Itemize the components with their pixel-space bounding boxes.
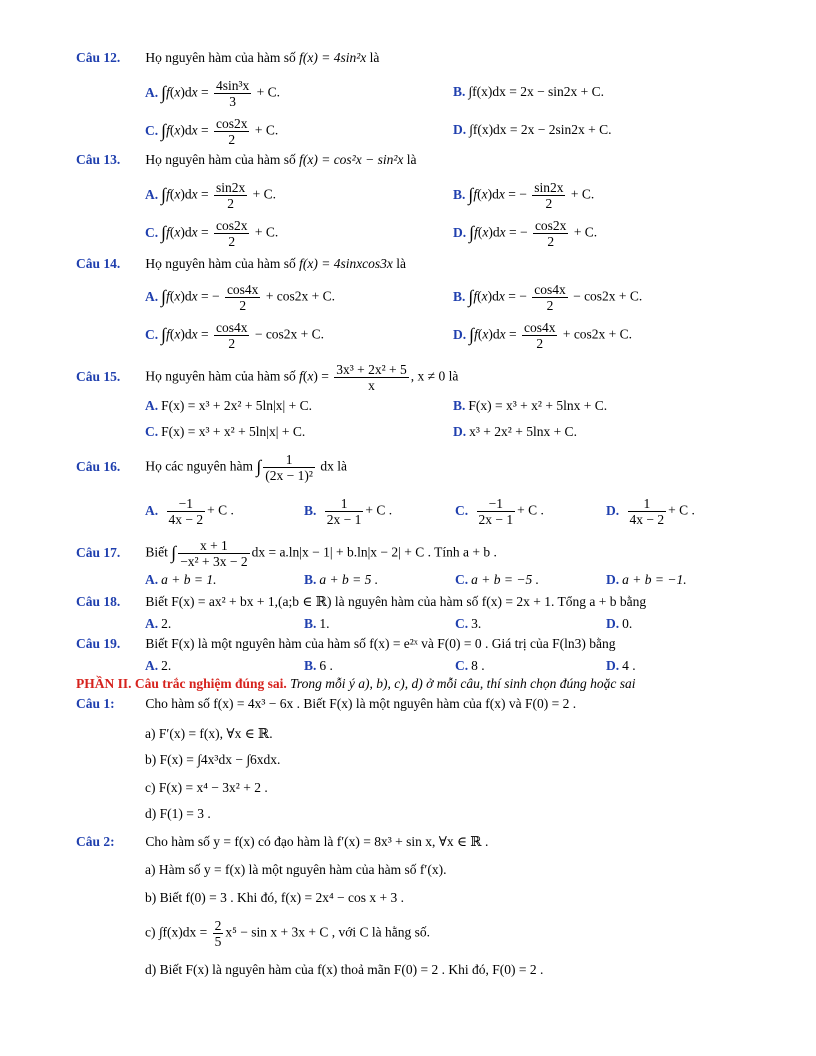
q19-option-d[interactable]: D. 4 . bbox=[606, 658, 636, 673]
q13-d-rest: + C. bbox=[573, 224, 598, 240]
question-17-fraction: $\frac{x + 1}{\text{−x² + 3x − 2}}$ bbox=[180, 538, 248, 569]
q18-option-d[interactable]: D. 0. bbox=[606, 616, 633, 631]
q15-option-d[interactable] bbox=[453, 424, 577, 440]
q15-option-b[interactable] bbox=[453, 398, 607, 414]
q18-option-a[interactable]: A. 2. bbox=[145, 616, 172, 631]
question-13-text: Họ nguyên hàm của hàm số bbox=[145, 152, 296, 167]
q13-option-d[interactable]: D. ∫f(x)dx = − $\frac{\cos 2x}{2}$ + C. bbox=[453, 218, 598, 249]
question-17-tail: dx = a.ln|x − 1| + b.ln|x − 2| + C . Tính a + b . bbox=[251, 544, 497, 560]
q14-a-fraction: $\frac{\cos 4x}{2}$ bbox=[226, 282, 259, 313]
q16-d-label: D. bbox=[606, 502, 620, 518]
q12-option-b[interactable] bbox=[453, 84, 604, 100]
question-15-number: Câu 15. bbox=[76, 368, 121, 384]
question-16: Câu 16. Họ các nguyên hàm ∫ $\frac{1}{\text{(2x − 1)²}}$ dx là bbox=[76, 452, 347, 483]
q12-a-rest: + C. bbox=[256, 84, 281, 100]
q13-option-c[interactable]: C. ∫f(x)dx = $\frac{\cos 2x}{2}$ + C. bbox=[145, 218, 279, 249]
q13-c-label: C. bbox=[145, 224, 159, 240]
q14-option-b[interactable]: B. ∫f(x)dx = − $\frac{\cos 4x}{2}$ − cos2x + C. bbox=[453, 282, 643, 313]
q16-option-a[interactable]: A. $\frac{-1}{4x - 2}$ + C . bbox=[145, 496, 234, 527]
tf-1-statement-b[interactable]: b) F(x) = ∫4x³dx − ∫6xdx. bbox=[145, 752, 281, 767]
q17-option-b[interactable]: B. a + b = 5 . bbox=[304, 572, 379, 587]
q12-c-fraction: $\frac{\cos 2x}{2}$ bbox=[215, 116, 248, 147]
question-14-text: Họ nguyên hàm của hàm số bbox=[145, 256, 296, 271]
question-19-number: Câu 19. bbox=[76, 636, 121, 651]
question-17-text: Biết bbox=[145, 544, 168, 560]
tf-question-1-text: Cho hàm số f(x) = 4x³ − 6x . Biết F(x) là một nguyên hàm của f(x) và F(0) = 2 . bbox=[145, 696, 577, 711]
tf-2-statement-c[interactable]: c) ∫f(x)dx = $\frac{2}{5}$ x⁵ − sin x + 3x + C , với C là hằng số. bbox=[145, 918, 430, 949]
q14-a-rest: + cos2x + C. bbox=[265, 288, 336, 304]
question-16-fraction: $\frac{1}{\text{(2x − 1)²}}$ bbox=[265, 452, 313, 483]
q14-option-c[interactable]: C. ∫f(x)dx = $\frac{\cos 4x}{2}$ − cos2x + C. bbox=[145, 320, 325, 351]
question-13-number: Câu 13. bbox=[76, 152, 121, 167]
question-18-text: Biết F(x) = ax² + bx + 1,(a;b ∈ ℝ) là nguyên hàm của hàm số f(x) = 2x + 1. Tổng a + b bằng bbox=[145, 594, 647, 609]
q13-a-rest: + C. bbox=[252, 186, 276, 202]
question-12-function: f(x) = 4sin²x bbox=[299, 50, 367, 65]
tf-1-statement-a[interactable]: a) F′(x) = f(x), ∀x ∈ ℝ. bbox=[145, 726, 273, 741]
tf-1-statement-c[interactable]: c) F(x) = x⁴ − 3x² + 2 . bbox=[145, 780, 268, 795]
question-12 bbox=[76, 50, 766, 66]
q17-option-c[interactable]: C. a + b = −5 . bbox=[455, 572, 539, 587]
q13-a-fraction: $\frac{\sin 2x}{2}$ bbox=[215, 180, 246, 211]
q13-b-label: B. bbox=[453, 186, 466, 202]
question-15-fraction: $\frac{\text{3x³ + 2x² + 5}}{x}$ bbox=[336, 362, 407, 393]
tf-question-2 bbox=[76, 834, 766, 850]
q14-c-label: C. bbox=[145, 326, 159, 342]
question-14 bbox=[76, 256, 766, 272]
q13-b-rest: + C. bbox=[570, 186, 595, 202]
q15-a-label: A. bbox=[145, 398, 159, 413]
q17-option-a[interactable]: A. a + b = 1. bbox=[145, 572, 217, 587]
part-2-title: PHẦN II. Câu trắc nghiệm đúng sai. bbox=[76, 676, 287, 691]
q12-d-text: ∫f(x)dx = 2x − 2sin2x + C. bbox=[469, 122, 612, 137]
question-13-tail: là bbox=[406, 152, 417, 167]
q14-b-label: B. bbox=[453, 288, 466, 304]
q12-option-d[interactable] bbox=[453, 122, 612, 138]
question-14-tail: là bbox=[396, 256, 407, 271]
q16-c-label: C. bbox=[455, 502, 469, 518]
q12-d-label: D. bbox=[453, 122, 467, 137]
q14-option-a[interactable]: A. ∫f(x)dx = − $\frac{\cos 4x}{2}$ + cos2x + C. bbox=[145, 282, 336, 313]
q16-option-b[interactable]: B. $\frac{1}{2x - 1}$ + C . bbox=[304, 496, 393, 527]
q12-option-c[interactable]: C. ∫f(x)dx = $\frac{\cos 2x}{2}$ + C. bbox=[145, 116, 279, 147]
q14-d-rest: + cos2x + C. bbox=[562, 326, 633, 342]
q16-a-label: A. bbox=[145, 502, 159, 518]
q15-d-label: D. bbox=[453, 424, 467, 439]
question-13-function: f(x) = cos²x − sin²x bbox=[299, 152, 404, 167]
question-15-text: Họ nguyên hàm của hàm số bbox=[145, 368, 296, 384]
q15-option-c[interactable] bbox=[145, 424, 305, 440]
q12-a-label: A. bbox=[145, 84, 159, 100]
q14-d-label: D. bbox=[453, 326, 467, 342]
question-17: Câu 17. Biết ∫ $\frac{x + 1}{\text{−x² + 3x − 2}}$ dx = a.ln|x − 1| + b.ln|x − 2| + C . Tính a + b . bbox=[76, 538, 497, 569]
q15-b-label: B. bbox=[453, 398, 466, 413]
question-14-function: f(x) = 4sinxcos3x bbox=[299, 256, 393, 271]
tf-question-2-number: Câu 2: bbox=[76, 834, 115, 849]
question-17-number: Câu 17. bbox=[76, 544, 121, 560]
question-13 bbox=[76, 152, 766, 168]
question-18 bbox=[76, 594, 766, 610]
question-14-number: Câu 14. bbox=[76, 256, 121, 271]
q13-option-b[interactable]: B. ∫f(x)dx = − $\frac{\sin 2x}{2}$ + C. bbox=[453, 180, 595, 211]
q15-c-label: C. bbox=[145, 424, 159, 439]
q12-c-label: C. bbox=[145, 122, 159, 138]
tf-question-2-text: Cho hàm số y = f(x) có đạo hàm là f′(x) = 8x³ + sin x, ∀x ∈ ℝ . bbox=[145, 834, 489, 849]
tf-question-1 bbox=[76, 696, 766, 712]
tf-2-statement-a[interactable]: a) Hàm số y = f(x) là một nguyên hàm của hàm số f′(x). bbox=[145, 862, 447, 877]
q15-option-a[interactable] bbox=[145, 398, 312, 414]
question-16-tail: dx là bbox=[320, 458, 347, 474]
question-12-number: Câu 12. bbox=[76, 50, 121, 65]
q17-option-d[interactable]: D. a + b = −1. bbox=[606, 572, 687, 587]
q13-d-fraction: $\frac{\cos 2x}{2}$ bbox=[534, 218, 567, 249]
q14-c-fraction: $\frac{\cos 4x}{2}$ bbox=[215, 320, 248, 351]
question-19-text: Biết F(x) là một nguyên hàm của hàm số f(x) = e²ˣ và F(0) = 0 . Giá trị của F(ln3) bằng bbox=[145, 636, 616, 651]
q19-option-a[interactable]: A. 2. bbox=[145, 658, 172, 673]
q18-option-c[interactable]: C. 3. bbox=[455, 616, 482, 631]
q13-option-a[interactable]: A. ∫f(x)dx = $\frac{\sin 2x}{2}$ + C. bbox=[145, 180, 276, 211]
q12-c-rest: + C. bbox=[254, 122, 279, 138]
q12-b-text: ∫f(x)dx = 2x − sin2x + C. bbox=[468, 84, 605, 99]
q13-a-label: A. bbox=[145, 186, 159, 202]
q14-c-rest: − cos2x + C. bbox=[254, 326, 325, 342]
question-15-condition: , x ≠ 0 bbox=[410, 368, 446, 384]
q19-option-c[interactable]: C. 8 . bbox=[455, 658, 485, 673]
q18-option-b[interactable]: B. 1. bbox=[304, 616, 330, 631]
q16-b-label: B. bbox=[304, 502, 317, 518]
question-12-tail: là bbox=[369, 50, 380, 65]
q14-a-label: A. bbox=[145, 288, 159, 304]
q13-d-label: D. bbox=[453, 224, 467, 240]
tf-2-c-fraction: $\frac{2}{5}$ bbox=[214, 918, 222, 949]
q14-option-d[interactable]: D. ∫f(x)dx = $\frac{\cos 4x}{2}$ + cos2x + C. bbox=[453, 320, 633, 351]
question-15-tail: là bbox=[448, 368, 459, 384]
q13-c-rest: + C. bbox=[254, 224, 279, 240]
q13-c-fraction: $\frac{\cos 2x}{2}$ bbox=[215, 218, 248, 249]
part-2-header bbox=[76, 676, 635, 692]
question-15: Câu 15. Họ nguyên hàm của hàm số f(x) = $\frac{\text{3x³ + 2x² + 5}}{x}$ , x ≠ 0 là bbox=[76, 362, 459, 393]
q16-option-c[interactable]: C. $\frac{-1}{2x - 1}$ + C . bbox=[455, 496, 544, 527]
q15-b-text: F(x) = x³ + x² + 5lnx + C. bbox=[468, 398, 608, 413]
tf-2-statement-d[interactable]: d) Biết F(x) là nguyên hàm của f(x) thoả mãn F(0) = 2 . Khi đó, F(0) = 2 . bbox=[145, 962, 544, 977]
question-19 bbox=[76, 636, 766, 652]
question-16-text: Họ các nguyên hàm bbox=[145, 458, 253, 474]
q13-b-fraction: $\frac{\sin 2x}{2}$ bbox=[534, 180, 564, 211]
part-2-instruction: Trong mỗi ý a), b), c), d) ở mỗi câu, thí sinh chọn đúng hoặc sai bbox=[290, 676, 636, 691]
tf-question-1-number: Câu 1: bbox=[76, 696, 115, 711]
q12-option-a[interactable]: A. ∫f(x)dx = $\frac{\text{4sin³x}}{3}$ + C. bbox=[145, 78, 281, 109]
tf-1-statement-d[interactable]: d) F(1) = 3 . bbox=[145, 806, 211, 821]
tf-2-statement-b[interactable]: b) Biết f(0) = 3 . Khi đó, f(x) = 2x⁴ − cos x + 3 . bbox=[145, 890, 404, 905]
question-18-number: Câu 18. bbox=[76, 594, 121, 609]
q12-a-fraction: $\frac{\text{4sin³x}}{3}$ bbox=[215, 78, 250, 109]
q12-b-label: B. bbox=[453, 84, 466, 99]
q16-option-d[interactable]: D. $\frac{1}{4x - 2}$ + C . bbox=[606, 496, 695, 527]
question-12-text: Họ nguyên hàm của hàm số bbox=[145, 50, 296, 65]
q15-d-text: x³ + 2x² + 5lnx + C. bbox=[469, 424, 577, 439]
q19-option-b[interactable]: B. 6 . bbox=[304, 658, 333, 673]
q14-d-fraction: $\frac{\cos 4x}{2}$ bbox=[523, 320, 556, 351]
q14-b-fraction: $\frac{\cos 4x}{2}$ bbox=[534, 282, 566, 313]
q15-a-text: F(x) = x³ + 2x² + 5ln|x| + C. bbox=[161, 398, 312, 413]
q15-c-text: F(x) = x³ + x² + 5ln|x| + C. bbox=[161, 424, 306, 439]
q14-b-rest: − cos2x + C. bbox=[573, 288, 643, 304]
question-16-number: Câu 16. bbox=[76, 458, 121, 474]
